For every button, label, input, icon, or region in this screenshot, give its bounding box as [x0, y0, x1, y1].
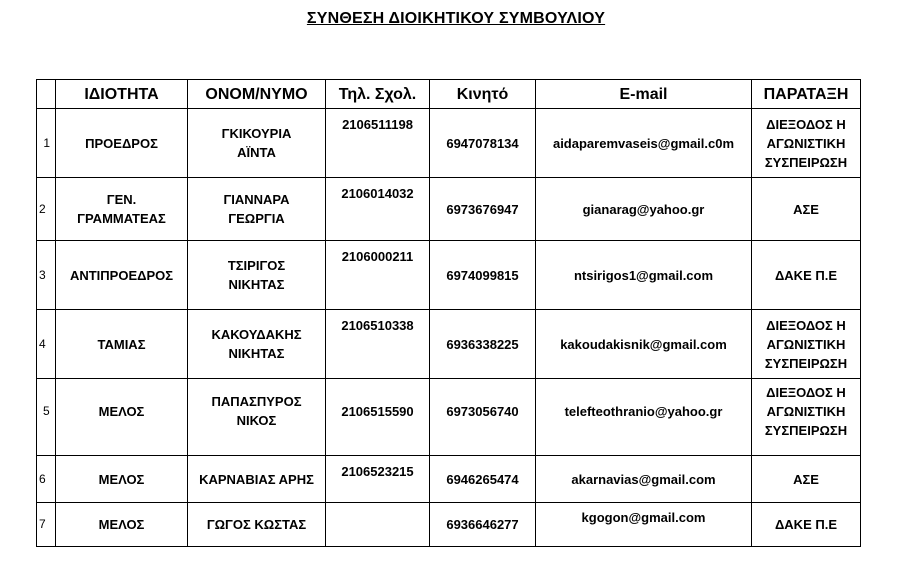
row-number: 4	[37, 310, 56, 379]
faction-cell: ΔΙΕΞΟΔΟΣ Η ΑΓΩΝΙΣΤΙΚΗ ΣΥΣΠΕΙΡΩΣΗ	[752, 379, 861, 456]
name-cell: ΤΣΙΡΙΓΟΣ ΝΙΚΗΤΑΣ	[188, 241, 326, 310]
faction-cell: ΑΣΕ	[752, 456, 861, 503]
table-row	[37, 379, 861, 456]
table-row	[37, 456, 861, 503]
row-number: 7	[37, 503, 56, 547]
header-mobile: Κινητό	[430, 80, 536, 109]
email-cell: kakoudakisnik@gmail.com	[536, 310, 752, 379]
email-cell: gianarag@yahoo.gr	[536, 178, 752, 241]
row-number: 2	[37, 178, 56, 241]
role-cell: ΤΑΜΙΑΣ	[56, 310, 188, 379]
role-cell: ΜΕΛΟΣ	[56, 503, 188, 547]
header-faction: ΠΑΡΑΤΑΞΗ	[752, 80, 861, 109]
school-phone-cell	[326, 503, 430, 547]
role-cell: ΓΕΝ. ΓΡΑΜΜΑΤΕΑΣ	[56, 178, 188, 241]
row-number: 3	[37, 241, 56, 310]
header-school-phone: Τηλ. Σχολ.	[326, 80, 430, 109]
school-phone-cell: 2106014032	[326, 178, 430, 241]
email-cell: kgogon@gmail.com	[536, 503, 752, 547]
school-phone-cell: 2106515590	[326, 379, 430, 456]
table-row	[37, 109, 861, 178]
name-cell: ΓΙΑΝΝΑΡΑ ΓΕΩΡΓΙΑ	[188, 178, 326, 241]
faction-cell: ΔΙΕΞΟΔΟΣ Η ΑΓΩΝΙΣΤΙΚΗ ΣΥΣΠΕΙΡΩΣΗ	[752, 109, 861, 178]
table-row	[37, 241, 861, 310]
faction-cell: ΑΣΕ	[752, 178, 861, 241]
header-name: ΟΝΟΜ/ΝΥΜΟ	[188, 80, 326, 109]
mobile-cell: 6973676947	[430, 178, 536, 241]
name-cell: ΠΑΠΑΣΠΥΡΟΣ ΝΙΚΟΣ	[188, 379, 326, 456]
email-cell: telefteothranio@yahoo.gr	[536, 379, 752, 456]
table-row	[37, 503, 861, 547]
email-cell: ntsirigos1@gmail.com	[536, 241, 752, 310]
table-row	[37, 310, 861, 379]
board-members-table	[36, 79, 861, 547]
role-cell: ΑΝΤΙΠΡΟΕΔΡΟΣ	[56, 241, 188, 310]
table-header-row	[37, 80, 861, 109]
row-number: 1	[37, 109, 56, 178]
name-cell: ΚΑΡΝΑΒΙΑΣ ΑΡΗΣ	[188, 456, 326, 503]
name-cell: ΚΑΚΟΥΔΑΚΗΣ ΝΙΚΗΤΑΣ	[188, 310, 326, 379]
mobile-cell: 6946265474	[430, 456, 536, 503]
faction-cell: ΔΙΕΞΟΔΟΣ Η ΑΓΩΝΙΣΤΙΚΗ ΣΥΣΠΕΙΡΩΣΗ	[752, 310, 861, 379]
mobile-cell: 6936338225	[430, 310, 536, 379]
header-role: ΙΔΙΟΤΗΤΑ	[56, 80, 188, 109]
header-email: E-mail	[536, 80, 752, 109]
role-cell: ΠΡΟΕΔΡΟΣ	[56, 109, 188, 178]
mobile-cell: 6973056740	[430, 379, 536, 456]
school-phone-cell: 2106510338	[326, 310, 430, 379]
role-cell: ΜΕΛΟΣ	[56, 456, 188, 503]
email-cell: akarnavias@gmail.com	[536, 456, 752, 503]
school-phone-cell: 2106000211	[326, 241, 430, 310]
row-number: 5	[37, 379, 56, 456]
faction-cell: ΔΑΚΕ Π.Ε	[752, 503, 861, 547]
row-number: 6	[37, 456, 56, 503]
table-row	[37, 178, 861, 241]
document-title: ΣΥΝΘΕΣΗ ΔΙΟΙΚΗΤΙΚΟΥ ΣΥΜΒΟΥΛΙΟΥ	[306, 10, 606, 27]
faction-cell: ΔΑΚΕ Π.Ε	[752, 241, 861, 310]
mobile-cell: 6947078134	[430, 109, 536, 178]
school-phone-cell: 2106511198	[326, 109, 430, 178]
role-cell: ΜΕΛΟΣ	[56, 379, 188, 456]
name-cell: ΓΚΙΚΟΥΡΙΑ ΑΪΝΤΑ	[188, 109, 326, 178]
name-cell: ΓΩΓΟΣ ΚΩΣΤΑΣ	[188, 503, 326, 547]
mobile-cell: 6974099815	[430, 241, 536, 310]
header-num	[37, 80, 56, 109]
email-cell: aidaparemvaseis@gmail.c0m	[536, 109, 752, 178]
school-phone-cell: 2106523215	[326, 456, 430, 503]
mobile-cell: 6936646277	[430, 503, 536, 547]
